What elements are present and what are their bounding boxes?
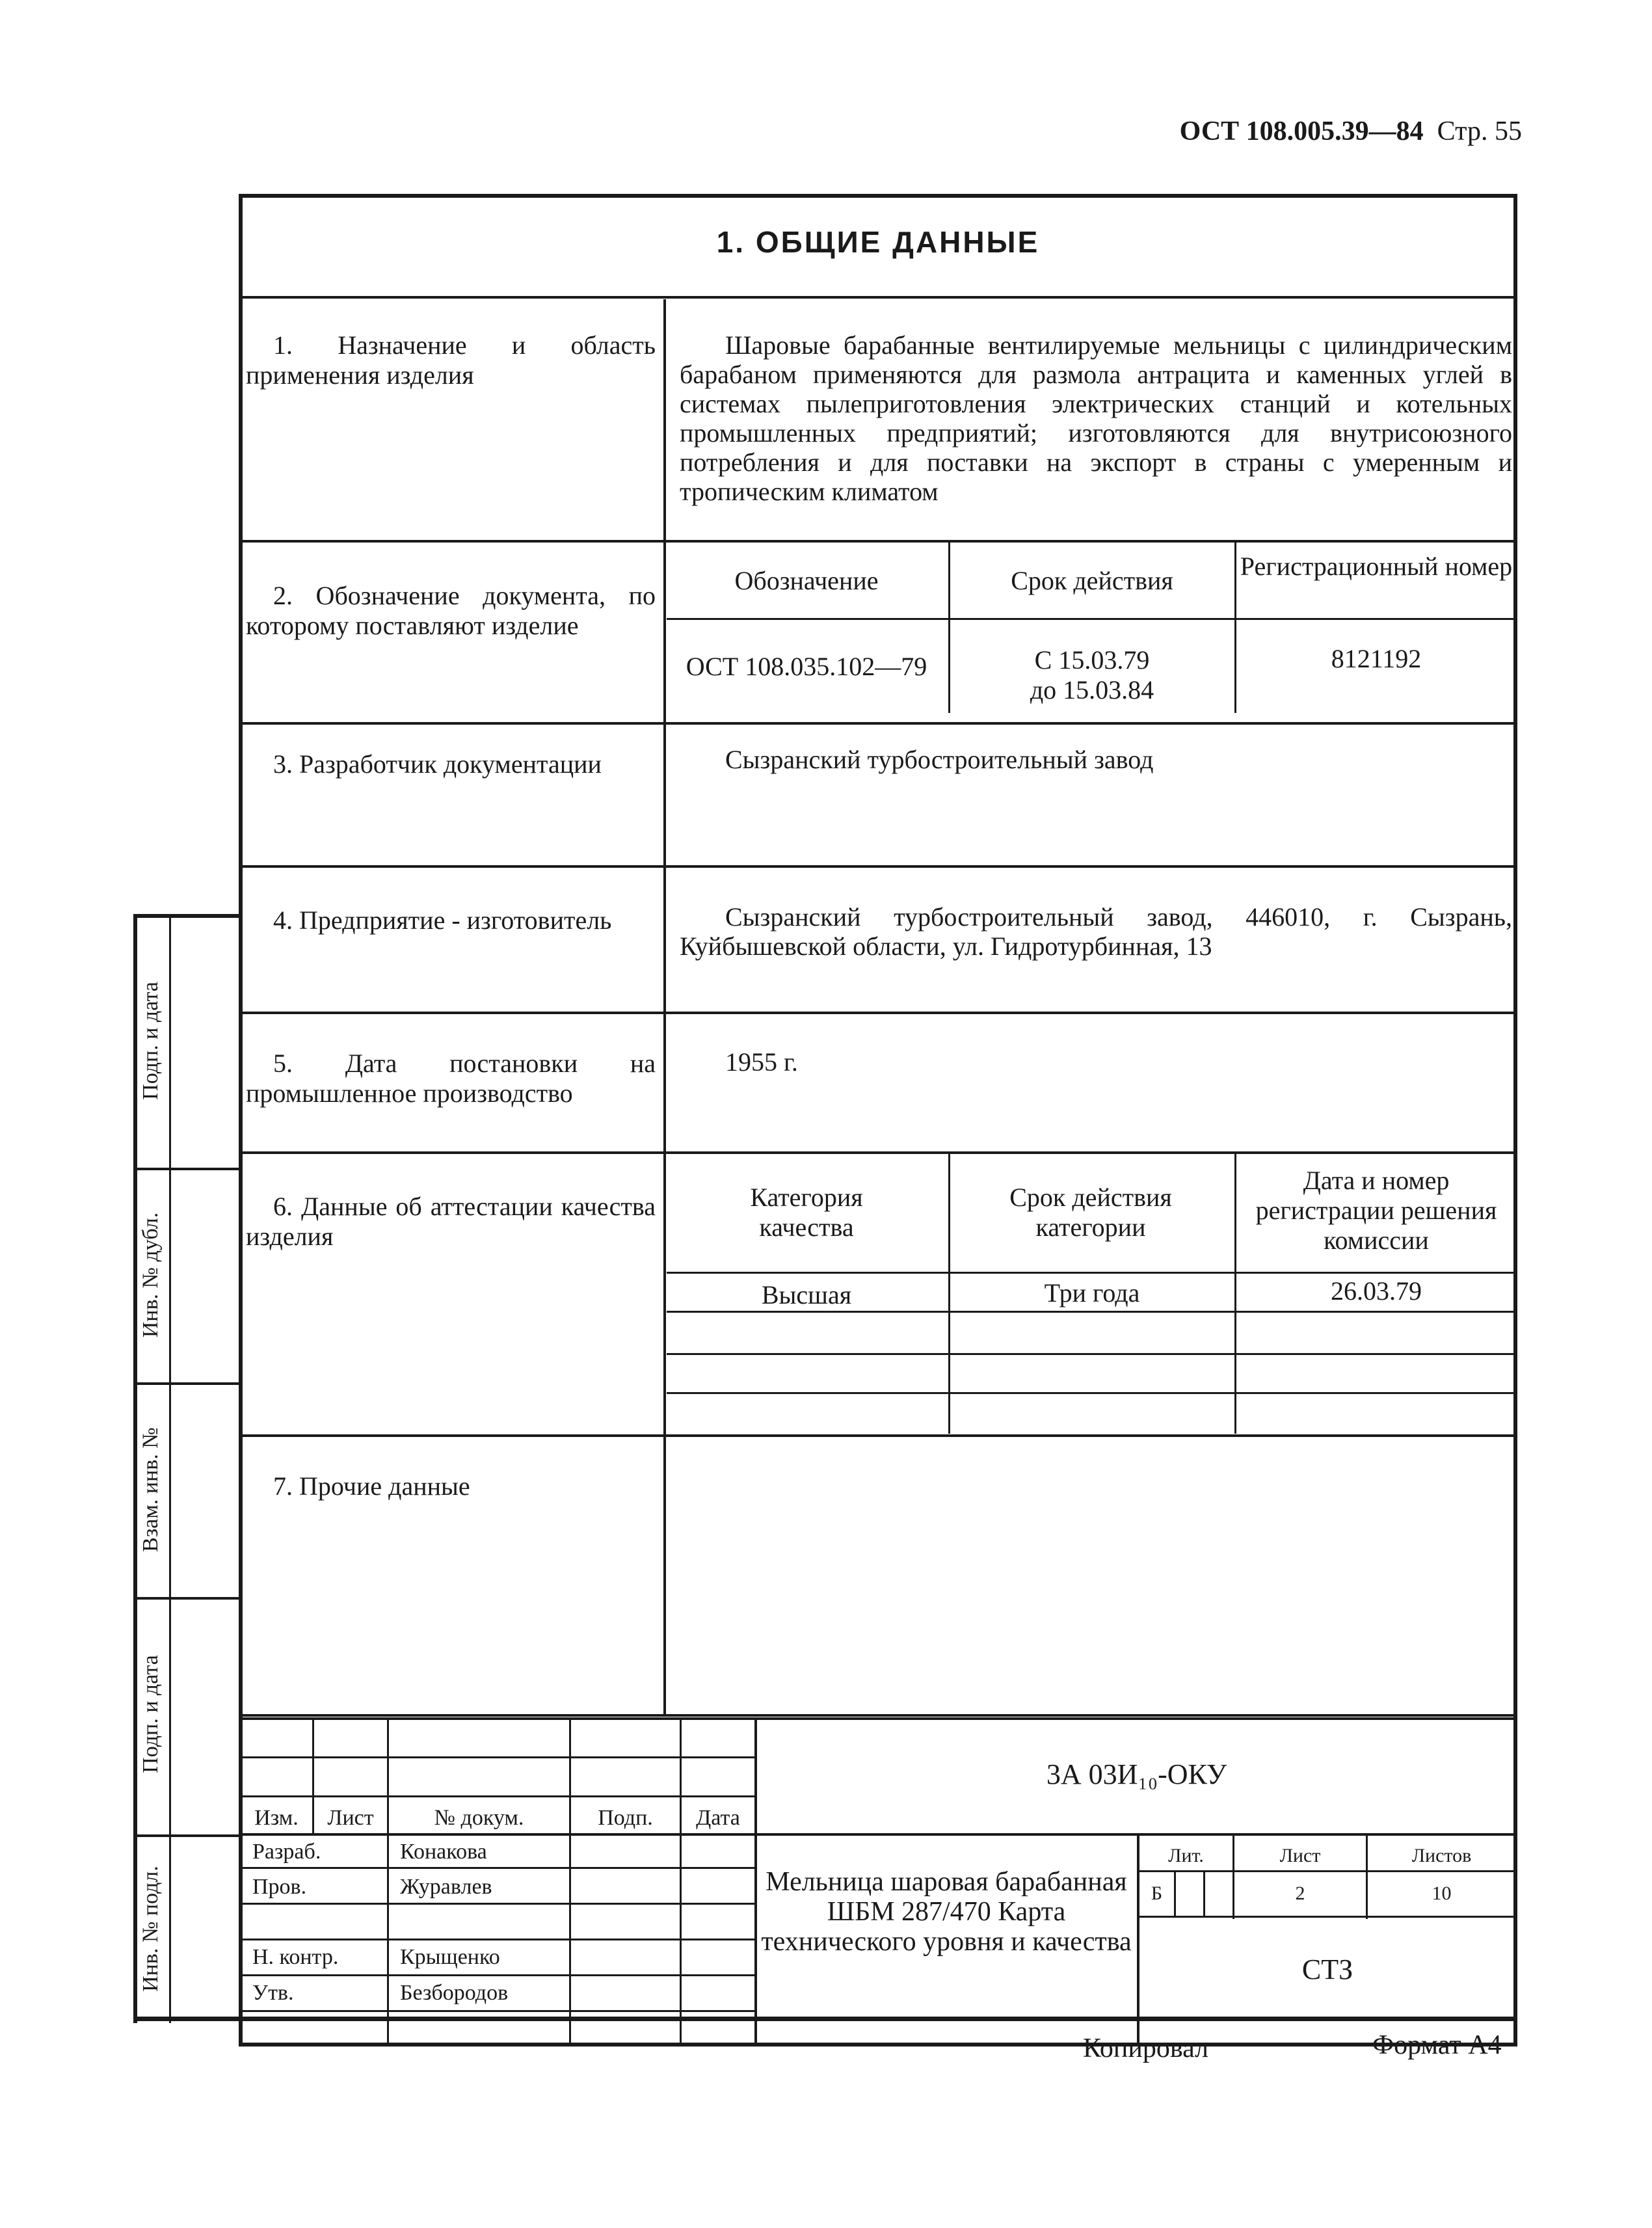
- name-developer: Конакова: [400, 1840, 487, 1864]
- stamp-line: [1137, 1916, 1515, 1918]
- row6-label: 6. Данные об аттестации качества изделия: [246, 1192, 656, 1251]
- stamp-line: [241, 1903, 754, 1905]
- stamp-line: [241, 1867, 754, 1869]
- lit-cell-divider: [1174, 1872, 1176, 1916]
- page-number: Стр. 55: [1437, 116, 1522, 146]
- category-validity-value: Три года: [1044, 1278, 1140, 1308]
- name-checker: Журавлев: [400, 1875, 492, 1899]
- validity-to: до 15.03.84: [1030, 675, 1154, 705]
- sheets-label: Листов: [1411, 1845, 1472, 1866]
- lit-value: Б: [1151, 1883, 1163, 1904]
- stamp-col: [754, 1717, 757, 2043]
- row-divider: [241, 865, 1515, 868]
- side-strip: [133, 914, 239, 2023]
- reg-number-header: Регистрационный номер: [1240, 552, 1513, 581]
- sheet-label: Лист: [1279, 1845, 1321, 1866]
- side-orig-inv: Инв. № подл.: [139, 1866, 163, 1992]
- row-divider: [241, 1151, 1515, 1154]
- stamp-line: [241, 1756, 754, 1758]
- row5-text: 1955 г.: [725, 1047, 798, 1077]
- stamp-line: [241, 1939, 754, 1940]
- col-header-sign: Подп.: [598, 1806, 653, 1830]
- row-divider: [241, 722, 1515, 725]
- row-divider: [241, 1434, 1515, 1437]
- empty-row-line: [667, 1392, 1515, 1394]
- col-header-date: Дата: [696, 1806, 740, 1830]
- name-norm-control: Крыщенко: [400, 1945, 500, 1969]
- row-divider: [241, 1012, 1515, 1014]
- sheet-value: 2: [1295, 1883, 1305, 1904]
- subcolumn-divider: [1234, 543, 1236, 713]
- lit-label: Лит.: [1168, 1845, 1204, 1866]
- row3-label: 3. Разработчик документации: [273, 749, 602, 779]
- stamp-col: [387, 1717, 389, 2043]
- role-approved: Утв.: [252, 1981, 294, 2005]
- row-divider: [241, 540, 1515, 543]
- section-title: 1. ОБЩИЕ ДАННЫЕ: [716, 225, 1040, 259]
- role-developer: Разраб.: [252, 1840, 321, 1864]
- subheader-divider: [667, 618, 1515, 620]
- stamp-line: [241, 2010, 754, 2012]
- quality-category-value: Высшая: [761, 1280, 852, 1309]
- bottom-border: [133, 2017, 1517, 2021]
- product-name: Мельница шаровая барабанная ШБМ 287/470 Карта технического уровня и качества: [761, 1867, 1132, 1957]
- role-norm-control: Н. контр.: [252, 1945, 339, 1969]
- designation-header: Обозначение: [734, 566, 879, 595]
- row5-label: 5. Дата постановки на промышленное производство: [246, 1049, 656, 1108]
- subcolumn-divider: [948, 543, 950, 713]
- col-header-izm: Изм.: [254, 1806, 299, 1830]
- footer-format: Формат А4: [1372, 2030, 1502, 2060]
- standard-code: ОСТ 108.005.39—84: [1179, 116, 1424, 146]
- footer-copied: Копировал: [1083, 2033, 1209, 2063]
- document-code: 3А 03И₁₀-ОКУ: [1046, 1758, 1227, 1790]
- side-sign-date-2: Подп. и дата: [139, 1655, 163, 1773]
- stamp-top: [241, 1717, 1515, 1720]
- row3-text: Сызранский турбостроительный завод: [725, 745, 1154, 774]
- empty-row-line: [667, 1353, 1515, 1355]
- registration-value: 26.03.79: [1331, 1276, 1422, 1306]
- subheader-divider: [667, 1272, 1515, 1274]
- row1-text: Шаровые барабанные вентилируемые мельницы с цилиндрическим барабаном применяются для размола антрацита и каменных углей в системах пылеприготовления электрических станций и котельных промышленных предприятий; изготовляются для внутрисоюзного потребления и для поставки на экспорт в страны с умеренным и тропическим климатом: [680, 330, 1512, 506]
- name-approved: Безбородов: [400, 1981, 509, 2005]
- col-header-doc: № докум.: [434, 1806, 524, 1830]
- sheets-value: 10: [1432, 1883, 1452, 1904]
- row1-label: 1. Назначение и область применения изделия: [246, 330, 656, 390]
- stamp-divider: [241, 1833, 1515, 1836]
- col-header-list: Лист: [327, 1806, 374, 1830]
- row2-label: 2. Обозначение документа, по которому поставляют изделие: [246, 581, 656, 640]
- page-header: [1106, 116, 1522, 147]
- row-divider: [241, 296, 1515, 299]
- row7-label: 7. Прочие данные: [273, 1471, 470, 1501]
- lit-cell-divider: [1203, 1872, 1205, 1916]
- organization: СТЗ: [1301, 1953, 1353, 1985]
- column-divider: [663, 299, 666, 1714]
- row-divider: [241, 1714, 1515, 1717]
- side-replace-inv: Взам. инв. №: [139, 1427, 163, 1552]
- registration-header: Дата и номер регистрации решения комиссии: [1255, 1166, 1497, 1255]
- row4-text: Сызранский турбостроительный завод, 446010, г. Сызрань, Куйбышевской области, ул. Гидротурбинная, 13: [680, 902, 1512, 961]
- side-dup-inv: Инв. № дубл.: [139, 1212, 163, 1338]
- designation-value: ОСТ 108.035.102—79: [686, 652, 927, 681]
- reg-number-value: 8121192: [1331, 644, 1422, 673]
- category-validity-header: Срок действия категории: [1009, 1183, 1172, 1242]
- role-checker: Пров.: [252, 1875, 307, 1899]
- stamp-col: [569, 1717, 571, 2043]
- side-sign-date-1: Подп. и дата: [139, 982, 163, 1100]
- row4-label: 4. Предприятие - изготовитель: [273, 906, 612, 935]
- validity-header: Срок действия: [1011, 566, 1173, 595]
- stamp-line: [241, 1974, 754, 1976]
- quality-category-header: Категория качества: [750, 1183, 863, 1242]
- validity-from: С 15.03.79: [1034, 645, 1150, 675]
- stamp-line: [241, 1795, 754, 1797]
- stamp-col: [680, 1717, 682, 2043]
- empty-row-line: [667, 1311, 1515, 1313]
